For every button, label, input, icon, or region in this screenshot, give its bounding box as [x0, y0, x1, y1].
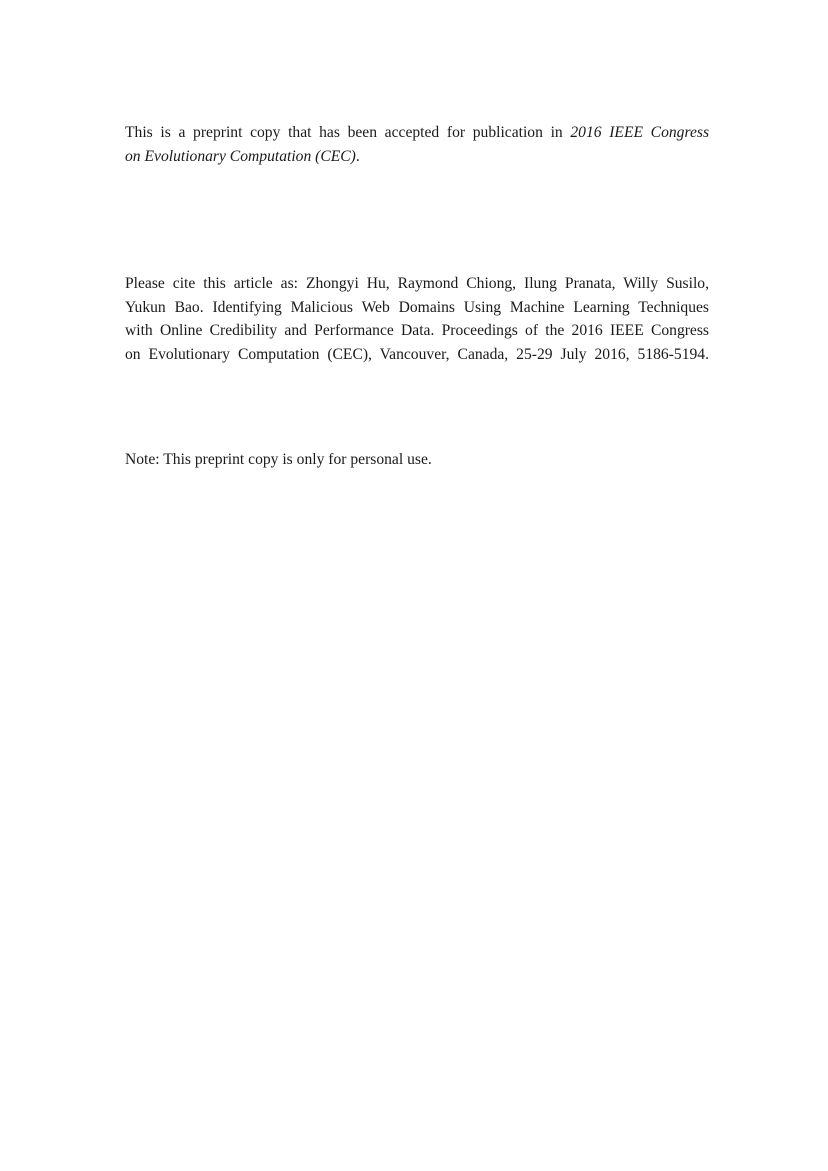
- citation-line: with Online Credibility and Performance Data. Proceedings of the 2016 IEEE Congress: [125, 322, 709, 339]
- preprint-notice-line-2: [125, 145, 709, 169]
- citation-line: Please cite this article as: Zhongyi Hu, Raymond Chiong, Ilung Pranata, Willy Susilo,: [125, 275, 709, 292]
- preprint-notice-text: This is a preprint copy that has been accepted for publication in: [125, 124, 571, 141]
- preprint-notice: [125, 121, 709, 168]
- preprint-notice-period: .: [355, 147, 360, 165]
- citation-line: on Evolutionary Computation (CEC), Vancouver, Canada, 25-29 July 2016, 5186-5194.: [125, 345, 709, 363]
- venue-name-part-1: 2016 IEEE Congress: [570, 124, 710, 141]
- citation-line: Yukun Bao. Identifying Malicious Web Domains Using Machine Learning Techniques: [125, 298, 709, 316]
- venue-name-part-2: on Evolutionary Computation (CEC): [125, 147, 356, 165]
- personal-use-note: [125, 448, 709, 472]
- note-text: Note: This preprint copy is only for personal use.: [125, 451, 432, 468]
- citation-paragraph: [125, 272, 709, 366]
- preprint-notice-line-1: [125, 121, 709, 145]
